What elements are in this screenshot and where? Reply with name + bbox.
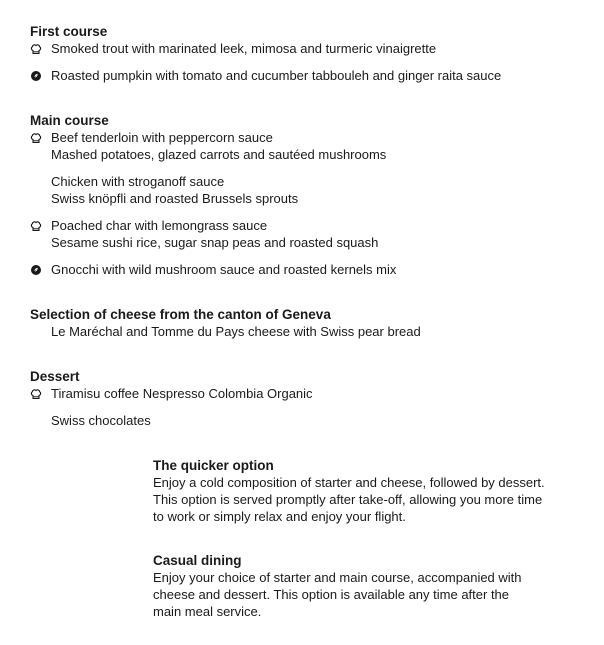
vegetarian-icon xyxy=(30,70,42,82)
dish-sides: Swiss knöpfli and roasted Brussels sprouts xyxy=(51,191,299,206)
first-course-section xyxy=(30,23,590,84)
menu-item xyxy=(30,261,590,278)
dish-name: Swiss chocolates xyxy=(51,413,151,428)
casual-dining-block xyxy=(153,552,593,620)
first-course-heading: First course xyxy=(30,24,108,39)
dish-name: Le Maréchal and Tomme du Pays cheese with Swiss pear bread xyxy=(51,324,421,339)
chef-hat-icon xyxy=(30,220,42,232)
chef-hat-icon xyxy=(30,388,42,400)
casual-dining-text: cheese and dessert. This option is available any time after the xyxy=(153,587,510,602)
dessert-heading: Dessert xyxy=(30,369,80,384)
dish-name: Tiramisu coffee Nespresso Colombia Organic xyxy=(51,386,313,401)
casual-dining-text: Enjoy your choice of starter and main course, accompanied with xyxy=(153,570,522,585)
dish-name: Chicken with stroganoff sauce xyxy=(51,174,225,189)
chef-hat-icon xyxy=(30,43,42,55)
dish-name: Gnocchi with wild mushroom sauce and roasted kernels mix xyxy=(51,262,397,277)
main-course-heading: Main course xyxy=(30,113,109,128)
menu-item xyxy=(30,67,590,84)
dish-name: Beef tenderloin with peppercorn sauce xyxy=(51,130,273,145)
menu-item xyxy=(30,40,590,57)
dish-name: Poached char with lemongrass sauce xyxy=(51,218,268,233)
dish-name: Roasted pumpkin with tomato and cucumber tabbouleh and ginger raita sauce xyxy=(51,68,502,83)
menu-item xyxy=(30,173,590,207)
dish-sides: Mashed potatoes, glazed carrots and sautéed mushrooms xyxy=(51,147,387,162)
quicker-option-text: to work or simply relax and enjoy your flight. xyxy=(153,509,406,524)
quicker-option-text: Enjoy a cold composition of starter and cheese, followed by dessert. xyxy=(153,475,545,490)
quicker-option-heading: The quicker option xyxy=(153,458,274,473)
vegetarian-icon xyxy=(30,264,42,276)
casual-dining-heading: Casual dining xyxy=(153,553,242,568)
menu-item xyxy=(30,323,590,340)
dish-name: Smoked trout with marinated leek, mimosa and turmeric vinaigrette xyxy=(51,41,437,56)
cheese-heading: Selection of cheese from the canton of Geneva xyxy=(30,307,331,322)
quicker-option-text: This option is served promptly after take-off, allowing you more time xyxy=(153,492,543,507)
menu-item xyxy=(30,412,590,429)
menu-item xyxy=(30,385,590,402)
cheese-section xyxy=(30,306,590,340)
dish-sides: Sesame sushi rice, sugar snap peas and roasted squash xyxy=(51,235,379,250)
menu-item xyxy=(30,217,590,251)
casual-dining-text: main meal service. xyxy=(153,604,262,619)
quicker-option-block xyxy=(153,457,593,525)
menu-item xyxy=(30,129,590,163)
chef-hat-icon xyxy=(30,132,42,144)
main-course-section xyxy=(30,112,590,278)
dessert-section xyxy=(30,368,590,429)
